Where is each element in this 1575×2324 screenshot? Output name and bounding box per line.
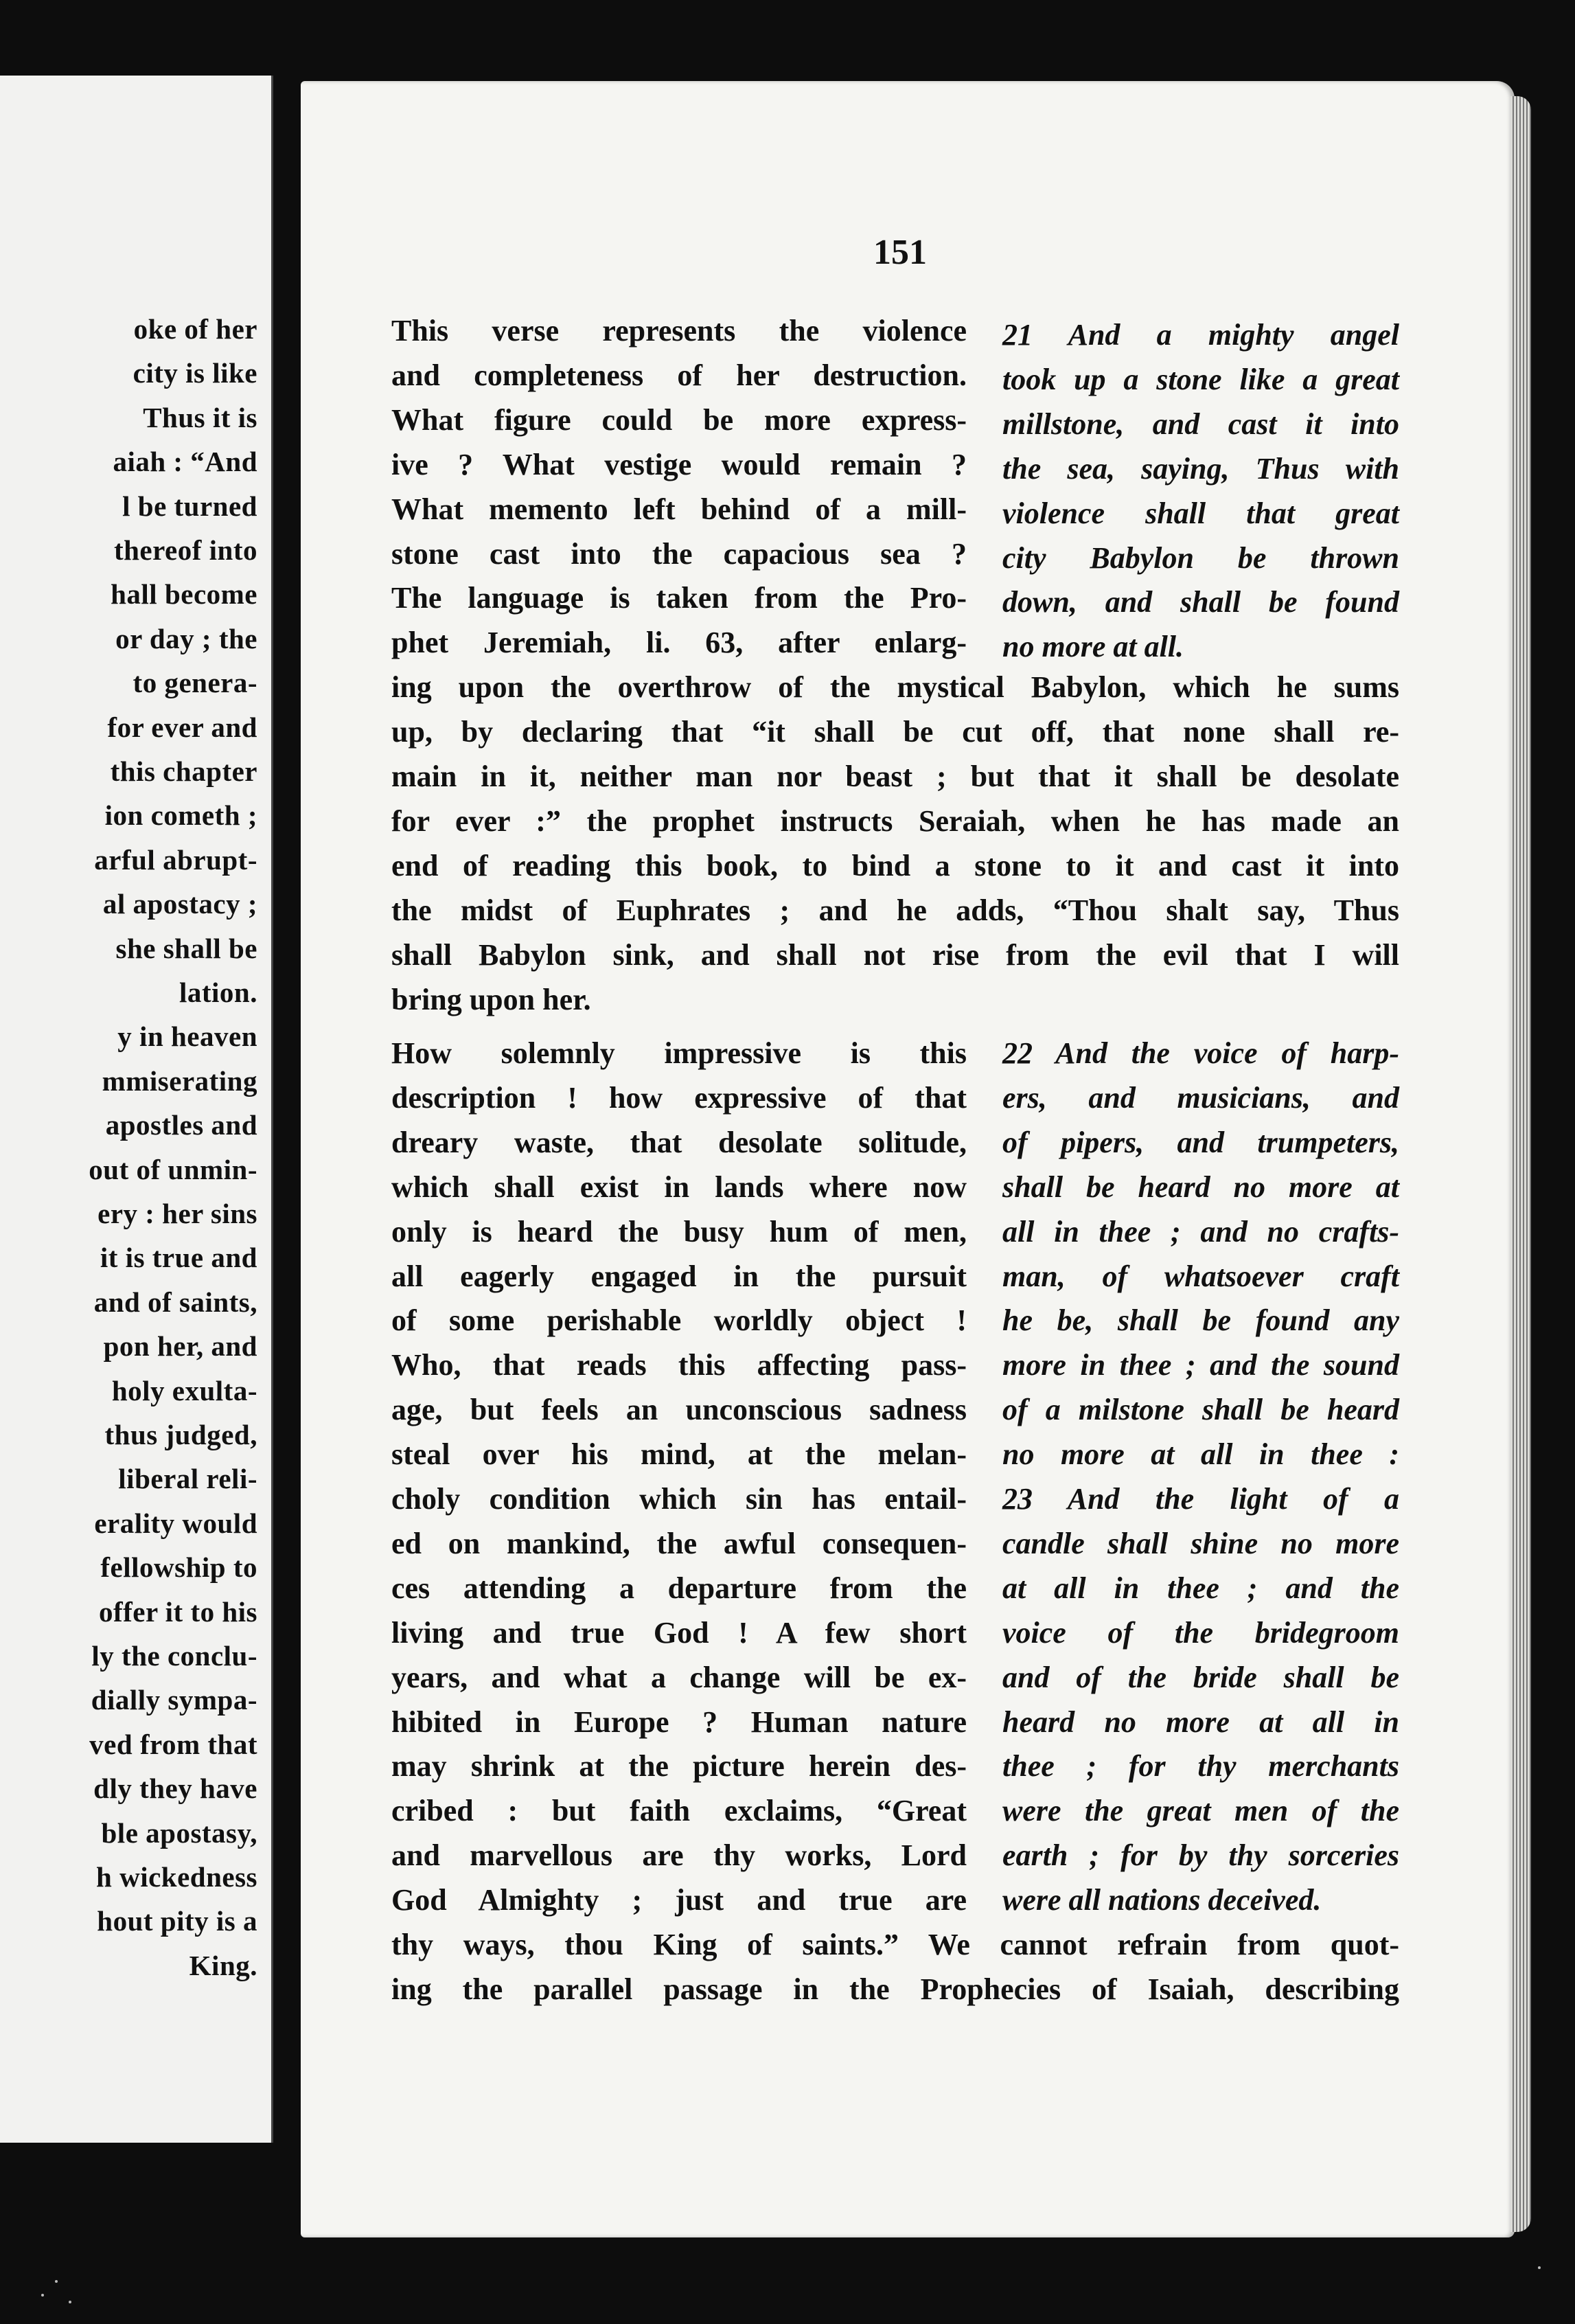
commentary-line: What memento left behind of a mill- bbox=[391, 492, 967, 526]
commentary-line: main in it, neither man nor beast ; but that it shall be desolate bbox=[391, 760, 1399, 793]
commentary-line: the midst of Euphrates ; and he adds, “Thou shalt say, Thus bbox=[391, 893, 1399, 927]
verse-line: voice of the bridegroom bbox=[1002, 1615, 1399, 1650]
previous-page-line: ved from that bbox=[89, 1728, 257, 1760]
commentary-line: ing the parallel passage in the Prophecies of Isaiah, describing bbox=[391, 1972, 1399, 2006]
commentary-line: choly condition which sin has entail- bbox=[391, 1482, 967, 1516]
commentary-line: The language is taken from the Pro- bbox=[391, 581, 967, 615]
commentary-line: and marvellous are thy works, Lord bbox=[391, 1838, 967, 1873]
verse-line: 22 And the voice of harp- bbox=[1002, 1036, 1399, 1070]
previous-page-line: she shall be bbox=[115, 932, 257, 964]
scan-speck bbox=[41, 2294, 44, 2297]
previous-page-line: erality would bbox=[94, 1507, 257, 1539]
verse-line: shall be heard no more at bbox=[1002, 1170, 1399, 1204]
previous-page-line: out of unmin- bbox=[89, 1153, 257, 1185]
previous-page-line: aiah : “And bbox=[113, 446, 257, 478]
commentary-line: cribed : but faith exclaims, “Great bbox=[391, 1794, 967, 1828]
previous-page-line: arful abrupt- bbox=[94, 843, 257, 876]
previous-page-line: dially sympa- bbox=[91, 1684, 257, 1716]
verse-line: more in thee ; and the sound bbox=[1002, 1348, 1399, 1382]
commentary-line: stone cast into the capacious sea ? bbox=[391, 536, 967, 571]
previous-page-line: city is like bbox=[133, 357, 257, 389]
previous-page-line: hout pity is a bbox=[97, 1905, 257, 1937]
commentary-line: hibited in Europe ? Human nature bbox=[391, 1705, 967, 1739]
previous-page-fragment bbox=[0, 76, 273, 2143]
commentary-line: ces attending a departure from the bbox=[391, 1571, 967, 1605]
commentary-line: ive ? What vestige would remain ? bbox=[391, 447, 967, 481]
verse-line: the sea, saying, Thus with bbox=[1002, 451, 1399, 486]
verse-line: man, of whatsoever craft bbox=[1002, 1259, 1399, 1293]
previous-page-line: pon her, and bbox=[103, 1330, 257, 1363]
commentary-line: phet Jeremiah, li. 63, after enlarg- bbox=[391, 626, 967, 660]
previous-page-line: thus judged, bbox=[104, 1419, 257, 1450]
page-number: 151 bbox=[873, 233, 927, 272]
verse-line: violence shall that great bbox=[1002, 496, 1399, 530]
previous-page-line: offer it to his bbox=[98, 1595, 257, 1628]
commentary-line: living and true God ! A few short bbox=[391, 1615, 967, 1650]
commentary-line: which shall exist in lands where now bbox=[391, 1170, 967, 1204]
commentary-line: may shrink at the picture herein des- bbox=[391, 1749, 967, 1784]
scan-speck bbox=[1538, 2266, 1541, 2269]
previous-page-line: to genera- bbox=[133, 667, 257, 699]
previous-page-line: liberal reli- bbox=[118, 1463, 257, 1495]
verse-line: of pipers, and trumpeters, bbox=[1002, 1125, 1399, 1159]
commentary-line: What figure could be more express- bbox=[391, 402, 967, 437]
previous-page-line: King. bbox=[189, 1949, 257, 1981]
verse-line: took up a stone like a great bbox=[1002, 362, 1399, 396]
commentary-line: God Almighty ; just and true are bbox=[391, 1883, 967, 1917]
verse-line: no more at all. bbox=[1002, 630, 1184, 664]
verse-line: candle shall shine no more bbox=[1002, 1526, 1399, 1560]
verse-line: at all in thee ; and the bbox=[1002, 1571, 1399, 1605]
previous-page-line: apostles and bbox=[105, 1109, 257, 1141]
previous-page-line: ery : her sins bbox=[97, 1198, 257, 1229]
previous-page-line: l be turned bbox=[122, 490, 257, 522]
verse-line: city Babylon be thrown bbox=[1002, 540, 1399, 575]
commentary-line: steal over his mind, at the melan- bbox=[391, 1437, 967, 1472]
previous-page-line: dly they have bbox=[93, 1773, 257, 1805]
commentary-line: bring upon her. bbox=[391, 982, 591, 1016]
commentary-line: Who, that reads this affecting pass- bbox=[391, 1348, 967, 1382]
commentary-line: only is heard the busy hum of men, bbox=[391, 1214, 967, 1249]
previous-page-line: it is true and bbox=[100, 1242, 257, 1274]
verse-line: and of the bride shall be bbox=[1002, 1660, 1399, 1694]
commentary-line: years, and what a change will be ex- bbox=[391, 1660, 967, 1694]
commentary-line: ed on mankind, the awful consequen- bbox=[391, 1526, 967, 1560]
previous-page-line: ly the conclu- bbox=[91, 1640, 257, 1672]
commentary-line: ing upon the overthrow of the mystical Babylon, which he sums bbox=[391, 670, 1399, 705]
commentary-line: up, by declaring that “it shall be cut off, that none shall re- bbox=[391, 715, 1399, 749]
verse-line: no more at all in thee : bbox=[1002, 1437, 1399, 1472]
verse-line: all in thee ; and no crafts- bbox=[1002, 1214, 1399, 1249]
scan-speck bbox=[69, 2301, 71, 2303]
verse-line: he be, shall be found any bbox=[1002, 1303, 1399, 1338]
verse-line: were all nations deceived. bbox=[1002, 1883, 1322, 1917]
previous-page-line: this chapter bbox=[110, 755, 257, 787]
commentary-line: and completeness of her destruction. bbox=[391, 358, 967, 392]
previous-page-line: holy exulta- bbox=[111, 1374, 257, 1406]
commentary-line: This verse represents the violence bbox=[391, 314, 967, 348]
verse-line: heard no more at all in bbox=[1002, 1705, 1399, 1739]
verse-line: ers, and musicians, and bbox=[1002, 1080, 1399, 1115]
scan-speck bbox=[55, 2280, 58, 2283]
previous-page-line: h wickedness bbox=[96, 1861, 257, 1893]
commentary-line: age, but feels an unconscious sadness bbox=[391, 1393, 967, 1427]
verse-line: thee ; for thy merchants bbox=[1002, 1749, 1399, 1784]
previous-page-line: mmiserating bbox=[102, 1064, 257, 1097]
previous-page-line: or day ; the bbox=[115, 622, 257, 654]
commentary-line: description ! how expressive of that bbox=[391, 1080, 967, 1115]
verse-line: down, and shall be found bbox=[1002, 585, 1399, 619]
commentary-line: end of reading this book, to bind a stone to it and cast it into bbox=[391, 848, 1399, 882]
commentary-line: thy ways, thou King of saints.” We cannot refrain from quot- bbox=[391, 1928, 1399, 1961]
commentary-line: shall Babylon sink, and shall not rise from the evil that I will bbox=[391, 937, 1399, 972]
verse-line: were the great men of the bbox=[1002, 1794, 1399, 1828]
previous-page-line: al apostacy ; bbox=[102, 888, 257, 920]
previous-page-line: ble apostasy, bbox=[101, 1816, 257, 1849]
verse-line: of a milstone shall be heard bbox=[1002, 1393, 1399, 1427]
verse-line: millstone, and cast it into bbox=[1002, 407, 1399, 441]
commentary-line: dreary waste, that desolate solitude, bbox=[391, 1125, 967, 1159]
commentary-line: How solemnly impressive is this bbox=[391, 1036, 967, 1070]
commentary-line: of some perishable worldly object ! bbox=[391, 1303, 967, 1338]
previous-page-line: and of saints, bbox=[93, 1286, 257, 1318]
previous-page-line: Thus it is bbox=[143, 401, 257, 433]
previous-page-line: lation. bbox=[179, 977, 257, 1008]
previous-page-line: y in heaven bbox=[117, 1021, 257, 1053]
previous-page-line: thereof into bbox=[113, 534, 257, 566]
verse-line: 21 And a mighty angel bbox=[1002, 318, 1399, 352]
previous-page-line: for ever and bbox=[107, 711, 257, 743]
commentary-line: all eagerly engaged in the pursuit bbox=[391, 1259, 967, 1293]
previous-page-line: hall become bbox=[111, 578, 257, 611]
verse-line: earth ; for by thy sorceries bbox=[1002, 1838, 1399, 1873]
commentary-line: for ever :” the prophet instructs Seraiah, when he has made an bbox=[391, 804, 1399, 838]
page-edges bbox=[1510, 96, 1531, 2232]
previous-page-line: oke of her bbox=[133, 313, 257, 345]
previous-page-line: fellowship to bbox=[100, 1551, 257, 1584]
previous-page-line: ion cometh ; bbox=[104, 799, 257, 832]
verse-line: 23 And the light of a bbox=[1002, 1482, 1399, 1516]
